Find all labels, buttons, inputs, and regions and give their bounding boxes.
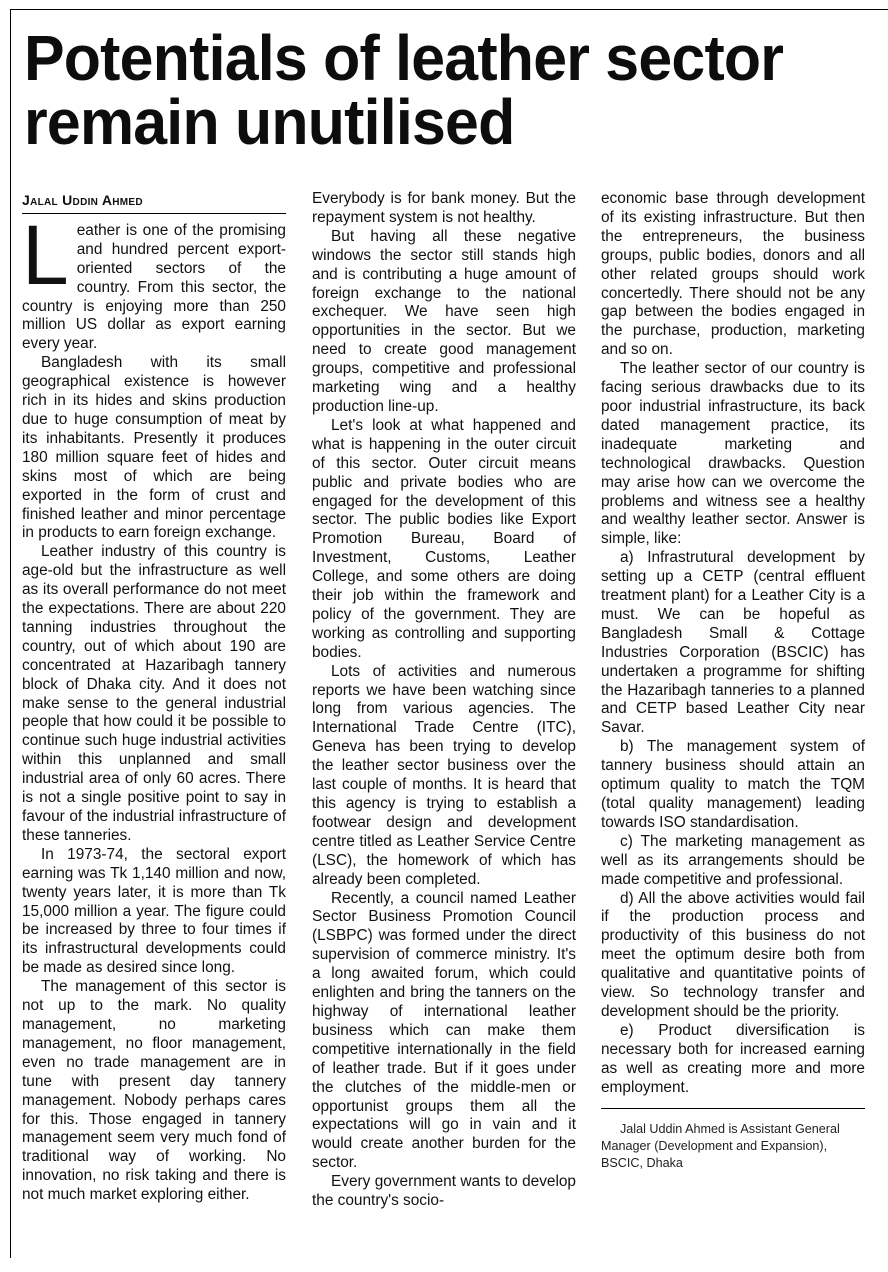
paragraph: Lots of activities and numerous reports we have been watching since long from various agencies. The International Trade Centre (ITC), Geneva has been trying to develop the leather sector business over the last couple of months. It is heard that this agency is trying to establish a footwear design and development centre titled as Leather Service Centre (LSC), the homework of which has already been completed. [312,662,576,888]
paragraph: economic base through development of its existing infrastructure. But then the entrepreneurs, the business groups, public bodies, donors and all other related groups should work concertedly. There should not be any gap between the bodies engaged in the purchase, production, marketing and so on. [601,190,865,359]
top-border-rule [10,9,888,10]
article-column-2 [312,190,576,1211]
paragraph: In 1973-74, the sectoral export earning was Tk 1,140 million and now, twenty years later, it is more than Tk 15,000 million a year. The figure could be increased by three to four times if its infrastructural developments could be made as desired since long. [22,845,286,977]
bio-divider [601,1108,865,1109]
paragraph: b) The management system of tannery business should attain an optimum quality to match the TQM (total quality management) leading towards ISO standardisation. [601,738,865,831]
paragraph: Recently, a council named Leather Sector Business Promotion Council (LSBPC) was formed under the direct supervision of commerce ministry. It's a long awaited forum, which could enlighten and bring the tanners on the highway of international leather business which can make them competitive internationally in the field of leather trade. But if it goes under the clutches of the middle-men or opportunist groups them all the expectations will go in vain and it would create another burden for the sector. [312,889,576,1172]
paragraph: The leather sector of our country is facing serious drawbacks due to its poor industrial infrastructure, its back dated management practice, its inadequate marketing and technological drawbacks. Question may arise how can we overcome the problems and witness see a healthy and wealthy leather sector. Answer is simple, like: [601,360,865,548]
paragraph: Every government wants to develop the country's socio- [312,1173,576,1210]
paragraph: Everybody is for bank money. But the repayment system is not healthy. [312,190,576,226]
paragraph: c) The marketing management as well as its arrangements should be made competitive and professional. [601,832,865,888]
paragraph: But having all these negative windows the sector still stands high and is contributing a huge amount of foreign exchange to the national exchequer. We have seen high opportunities in the sector. But we need to create good management groups, competitive and professional marketing wing and a healthy production line-up. [312,227,576,415]
paragraph: Let's look at what happened and what is happening in the outer circuit of this sector. Outer circuit means public and private bodies who are engaged for the development of this sector. The public bodies like Export Promotion Bureau, Board of Investment, Customs, Leather College, and some others are doing their job within the framework and policy of the government. They are working as controlling and supporting bodies. [312,416,576,661]
drop-cap: L [22,207,69,302]
left-border-rule [10,10,11,1258]
article-column-3 [601,190,865,1172]
paragraph: a) Infrastrutural development by setting up a CETP (central effluent treatment plant) for a Leather City is a must. We can be hopeful as Bangladesh Small & Cottage Industries Corporation (BSCIC) has undertaken a programme for shifting the Hazaribagh tanneries to a planned and CETP based Leather City near Savar. [601,549,865,737]
author-bio: Jalal Uddin Ahmed is Assistant General Manager (Development and Expansion), BSCIC, Dhaka [601,1121,840,1170]
headline: Potentials of leather sector remain unutilised [24,22,784,158]
paragraph: d) All the above activities would fail if the production process and productivity of this business do not meet the optimum desire both from qualitative and quantitative points of view. So technology transfer and development should be the priority. [601,889,865,1020]
paragraph: The management of this sector is not up to the mark. No quality management, no marketing management, no floor management, even no trade management are in tune with present day tannery management. Nobody perhaps cares for this. Those engaged in tannery management seem very much fond of traditional way of working. No innovation, no risk taking and there is not much market exploring either. [22,978,286,1204]
paragraph [22,207,286,354]
byline: Jalal Uddin Ahmed [22,191,286,214]
paragraph: e) Product diversification is necessary both for increased earning as well as creating more and more employment. [601,1021,865,1096]
article-column-1 [22,191,286,1205]
paragraph: Bangladesh with its small geographical existence is however rich in its hides and skins production due to huge consumption of meat by its inhabitants. Presently it produces 180 million square feet of hides and skins most of which are being exported in the form of crust and finished leather and minor percentage in products to earn foreign exchange. [22,354,286,542]
paragraph: Leather industry of this country is age-old but the infrastructure as well as its overall performance do not meet the expectations. There are about 220 tanning industries throughout the country, out of which about 190 are concentrated at Hazaribagh tannery block of Dhaka city. And it does not make sense to the general industrial people that how could it be possible to continue such huge industrial activities within this unplanned and small industrial area of only 60 acres. There is not a single positive point to say in favour of the industrial infrastructure of these tanneries. [22,543,286,844]
paragraph-text: eather is one of the promising and hundred percent export-oriented sectors of the country. From this sector, the country is enjoying more than 250 million US dollar as export earning every year. [22,221,286,353]
